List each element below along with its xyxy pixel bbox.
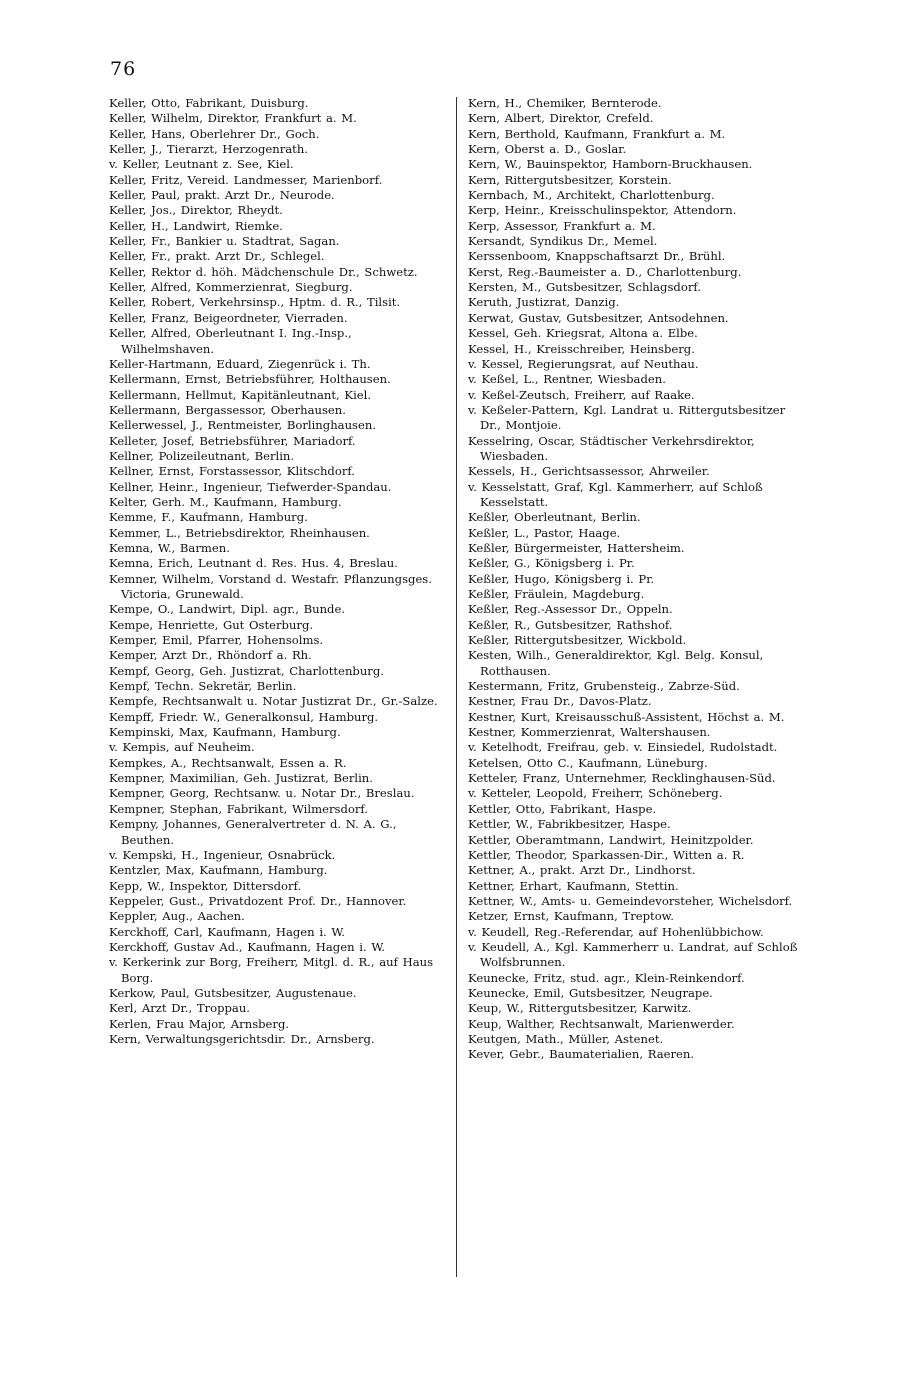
directory-entry: Kersten, M., Gutsbesitzer, Schlagsdorf. bbox=[468, 280, 701, 295]
directory-entry: Kettner, W., Amts- u. Gemeindevorsteher, Wichelsdorf. bbox=[468, 893, 793, 908]
directory-entry: Kessel, H., Kreisschreiber, Heinsberg. bbox=[468, 341, 695, 356]
directory-entry: Kerlen, Frau Major, Arnsberg. bbox=[109, 1016, 290, 1031]
directory-entry: Kemper, Arzt Dr., Rhöndorf a. Rh. bbox=[109, 648, 312, 663]
directory-entry: Kern, Oberst a. D., Goslar. bbox=[468, 142, 627, 157]
directory-entry: Keller, Paul, prakt. Arzt Dr., Neurode. bbox=[109, 188, 335, 203]
directory-entry: Kerckhoff, Gustav Ad., Kaufmann, Hagen i. W. bbox=[109, 939, 385, 954]
directory-entry: Kemper, Emil, Pfarrer, Hohensolms. bbox=[109, 633, 324, 648]
directory-entry: Keßler, G., Königsberg i. Pr. bbox=[468, 556, 635, 571]
directory-entry: Kempf, Techn. Sekretär, Berlin. bbox=[109, 679, 297, 694]
directory-entry: Keller, Hans, Oberlehrer Dr., Goch. bbox=[109, 126, 320, 141]
directory-entry: Kerl, Arzt Dr., Troppau. bbox=[109, 1001, 250, 1016]
directory-entry: Kern, W., Bauinspektor, Hamborn-Bruckhausen. bbox=[468, 157, 753, 172]
directory-entry: Kesten, Wilh., Generaldirektor, Kgl. Belg. Konsul, Rotthausen. bbox=[468, 648, 764, 678]
directory-entry: v. Keßel, L., Rentner, Wiesbaden. bbox=[468, 372, 666, 387]
directory-entry: Kern, Berthold, Kaufmann, Frankfurt a. M. bbox=[468, 126, 726, 141]
directory-entry: Kerst, Reg.-Baumeister a. D., Charlottenburg. bbox=[468, 264, 742, 279]
directory-entry: Kellerwessel, J., Rentmeister, Borlinghausen. bbox=[109, 418, 376, 433]
column-divider bbox=[456, 97, 457, 1277]
directory-entry: Keller, Rektor d. höh. Mädchenschule Dr., Schwetz. bbox=[109, 264, 418, 279]
directory-entry: Kemna, Erich, Leutnant d. Res. Hus. 4, Breslau. bbox=[109, 556, 398, 571]
directory-entry: Kempny, Johannes, Generalvertreter d. N. A. G., Beuthen. bbox=[109, 817, 397, 847]
directory-entry: Kempinski, Max, Kaufmann, Hamburg. bbox=[109, 725, 341, 740]
directory-entry: v. Ketteler, Leopold, Freiherr, Schöneberg. bbox=[468, 786, 723, 801]
directory-entry: v. Keßel-Zeutsch, Freiherr, auf Raake. bbox=[468, 387, 695, 402]
directory-entry: Kempf, Georg, Geh. Justizrat, Charlottenburg. bbox=[109, 663, 384, 678]
directory-entry: Keßler, Reg.-Assessor Dr., Oppeln. bbox=[468, 602, 673, 617]
directory-entry: Kessels, H., Gerichtsassessor, Ahrweiler. bbox=[468, 464, 710, 479]
directory-entry: Kellner, Ernst, Forstassessor, Klitschdorf. bbox=[109, 464, 355, 479]
directory-entry: Kempner, Georg, Rechtsanw. u. Notar Dr., Breslau. bbox=[109, 786, 415, 801]
directory-entry: Keller, Otto, Fabrikant, Duisburg. bbox=[109, 96, 309, 110]
directory-entry: v. Keudell, A., Kgl. Kammerherr u. Landrat, auf Schloß Wolfsbrunnen. bbox=[468, 939, 798, 970]
directory-entry: Kettler, Otto, Fabrikant, Haspe. bbox=[468, 801, 657, 816]
directory-entry: Kersandt, Syndikus Dr., Memel. bbox=[468, 234, 658, 249]
directory-entry: Keßler, Bürgermeister, Hattersheim. bbox=[468, 540, 685, 555]
directory-entry: Kettler, W., Fabrikbesitzer, Haspe. bbox=[468, 817, 671, 832]
directory-entry: Kempe, O., Landwirt, Dipl. agr., Bunde. bbox=[109, 602, 346, 617]
directory-entry: Keller, Fritz, Vereid. Landmesser, Marienborf. bbox=[109, 172, 383, 187]
directory-entry: v. Ketelhodt, Freifrau, geb. v. Einsiedel, Rudolstadt. bbox=[468, 740, 778, 755]
directory-entry: Kerp, Heinr., Kreisschulinspektor, Attendorn. bbox=[468, 203, 737, 218]
directory-entry: Keßler, Oberleutnant, Berlin. bbox=[468, 510, 641, 525]
directory-entry: Kellermann, Ernst, Betriebsführer, Holthausen. bbox=[109, 372, 391, 387]
directory-entry: Kellner, Heinr., Ingenieur, Tiefwerder-Spandau. bbox=[109, 479, 392, 494]
directory-entry: Kerckhoff, Carl, Kaufmann, Hagen i. W. bbox=[109, 924, 345, 939]
directory-entry: Kerkow, Paul, Gutsbesitzer, Augustenaue. bbox=[109, 985, 357, 1000]
directory-entry: Kempner, Maximilian, Geh. Justizrat, Berlin. bbox=[109, 771, 373, 786]
directory-entry: Keller, Alfred, Oberleutnant I. Ing.-Insp., Wilhelmshaven. bbox=[109, 326, 352, 356]
directory-entry: Keßler, Fräulein, Magdeburg. bbox=[468, 587, 645, 601]
directory-entry: Keller, Robert, Verkehrsinsp., Hptm. d. R., Tilsit. bbox=[109, 295, 401, 310]
directory-entry: Kestner, Frau Dr., Davos-Platz. bbox=[468, 694, 652, 709]
directory-entry: Kerp, Assessor, Frankfurt a. M. bbox=[468, 218, 656, 233]
directory-entry: Kellermann, Hellmut, Kapitänleutnant, Kiel. bbox=[109, 387, 372, 402]
directory-entry: Kempfe, Rechtsanwalt u. Notar Justizrat Dr., Gr.-Salze. bbox=[109, 694, 438, 709]
directory-entry: Kernbach, M., Architekt, Charlottenburg. bbox=[468, 188, 715, 203]
directory-entry: v. Kempis, auf Neuheim. bbox=[109, 740, 255, 755]
directory-entry: Keunecke, Fritz, stud. agr., Klein-Reinkendorf. bbox=[468, 970, 745, 985]
directory-entry: Kestermann, Fritz, Grubensteig., Zabrze-Süd. bbox=[468, 679, 740, 694]
directory-entry: v. Kempski, H., Ingenieur, Osnabrück. bbox=[109, 847, 336, 862]
directory-entry: Keup, W., Rittergutsbesitzer, Karwitz. bbox=[468, 1001, 692, 1016]
directory-entry: Kessel, Geh. Kriegsrat, Altona a. Elbe. bbox=[468, 326, 698, 341]
directory-entry: Kettner, A., prakt. Arzt Dr., Lindhorst. bbox=[468, 863, 696, 878]
directory-entry: Kepp, W., Inspektor, Dittersdorf. bbox=[109, 878, 302, 893]
directory-entry: Kettler, Theodor, Sparkassen-Dir., Witten a. R. bbox=[468, 847, 745, 862]
directory-entry: Keller-Hartmann, Eduard, Ziegenrück i. Th. bbox=[109, 356, 371, 371]
directory-entry: Kesselring, Oscar, Städtischer Verkehrsdirektor, Wiesbaden. bbox=[468, 433, 755, 463]
directory-entry: Kestner, Kurt, Kreisausschuß-Assistent, Höchst a. M. bbox=[468, 709, 785, 724]
directory-entry: Kempkes, A., Rechtsanwalt, Essen a. R. bbox=[109, 755, 347, 770]
directory-entry: Keller, J., Tierarzt, Herzogenrath. bbox=[109, 142, 308, 157]
directory-entry: Kemner, Wilhelm, Vorstand d. Westafr. Pflanzungsges. Victoria, Grunewald. bbox=[109, 571, 432, 601]
directory-entry: Ketzer, Ernst, Kaufmann, Treptow. bbox=[468, 909, 674, 924]
directory-entry: Kemna, W., Barmen. bbox=[109, 540, 230, 555]
directory-entry: Kellner, Polizeileutnant, Berlin. bbox=[109, 448, 295, 463]
directory-entry: Keunecke, Emil, Gutsbesitzer, Neugrape. bbox=[468, 985, 713, 1000]
directory-entry: Keppeler, Gust., Privatdozent Prof. Dr., Hannover. bbox=[109, 893, 407, 908]
directory-entry: Kestner, Kommerzienrat, Waltershausen. bbox=[468, 725, 711, 740]
directory-entry: Keller, Fr., prakt. Arzt Dr., Schlegel. bbox=[109, 249, 325, 264]
directory-entry: Keller, Fr., Bankier u. Stadtrat, Sagan. bbox=[109, 234, 340, 249]
directory-entry: Kerssenboom, Knappschaftsarzt Dr., Brühl. bbox=[468, 249, 726, 264]
directory-entry: v. Kerkerink zur Borg, Freiherr, Mitgl. d. R., auf Haus Borg. bbox=[109, 955, 434, 985]
directory-entry: v. Keßeler-Pattern, Kgl. Landrat u. Rittergutsbesitzer Dr., Montjoie. bbox=[468, 402, 786, 433]
directory-entry: Keßler, Rittergutsbesitzer, Wickbold. bbox=[468, 633, 687, 648]
directory-entry: Keßler, Hugo, Königsberg i. Pr. bbox=[468, 571, 655, 586]
directory-entry: Kemmer, L., Betriebsdirektor, Rheinhausen. bbox=[109, 525, 370, 540]
directory-entry: Kerwat, Gustav, Gutsbesitzer, Antsodehnen. bbox=[468, 310, 729, 325]
directory-entry: Kempff, Friedr. W., Generalkonsul, Hamburg. bbox=[109, 709, 379, 724]
directory-entry: Keller, Alfred, Kommerzienrat, Siegburg. bbox=[109, 280, 353, 295]
directory-entry: Kern, Albert, Direktor, Crefeld. bbox=[468, 111, 654, 126]
directory-entry: Keller, Wilhelm, Direktor, Frankfurt a. M. bbox=[109, 111, 357, 126]
directory-entry: Kever, Gebr., Baumaterialien, Raeren. bbox=[468, 1047, 695, 1062]
right-column bbox=[468, 96, 808, 1063]
directory-entry: Kempe, Henriette, Gut Osterburg. bbox=[109, 617, 314, 632]
page-number: 76 bbox=[110, 58, 137, 80]
directory-entry: Kellermann, Bergassessor, Oberhausen. bbox=[109, 402, 346, 417]
directory-entry: Kemme, F., Kaufmann, Hamburg. bbox=[109, 510, 308, 525]
directory-entry: Keutgen, Math., Müller, Astenet. bbox=[468, 1031, 664, 1046]
directory-entry: Keruth, Justizrat, Danzig. bbox=[468, 295, 620, 310]
directory-entry: Keller, Jos., Direktor, Rheydt. bbox=[109, 203, 283, 218]
directory-entry: Keppler, Aug., Aachen. bbox=[109, 909, 245, 924]
directory-entry: v. Kessel, Regierungsrat, auf Neuthau. bbox=[468, 356, 699, 371]
directory-entry: Ketelsen, Otto C., Kaufmann, Lüneburg. bbox=[468, 755, 708, 770]
directory-entry: Keller, Franz, Beigeordneter, Vierraden. bbox=[109, 310, 348, 325]
directory-entry: Kelter, Gerh. M., Kaufmann, Hamburg. bbox=[109, 494, 342, 509]
left-column bbox=[109, 96, 449, 1047]
directory-entry: Kern, H., Chemiker, Bernterode. bbox=[468, 96, 662, 110]
directory-entry: Ketteler, Franz, Unternehmer, Recklinghausen-Süd. bbox=[468, 771, 776, 786]
directory-entry: v. Keller, Leutnant z. See, Kiel. bbox=[109, 157, 294, 172]
directory-entry: v. Keudell, Reg.-Referendar, auf Hohenlübbichow. bbox=[468, 924, 764, 939]
directory-entry: Kentzler, Max, Kaufmann, Hamburg. bbox=[109, 863, 328, 878]
directory-entry: Kettler, Oberamtmann, Landwirt, Heinitzpolder. bbox=[468, 832, 754, 847]
directory-entry: v. Kesselstatt, Graf, Kgl. Kammerherr, auf Schloß Kesselstatt. bbox=[468, 479, 763, 509]
directory-entry: Kern, Verwaltungsgerichtsdir. Dr., Arnsberg. bbox=[109, 1031, 375, 1046]
directory-entry: Kelleter, Josef, Betriebsführer, Mariadorf. bbox=[109, 433, 356, 448]
directory-entry: Keup, Walther, Rechtsanwalt, Marienwerder. bbox=[468, 1016, 735, 1031]
directory-entry: Keller, H., Landwirt, Riemke. bbox=[109, 218, 283, 233]
directory-entry: Kern, Rittergutsbesitzer, Korstein. bbox=[468, 172, 672, 187]
directory-entry: Keßler, R., Gutsbesitzer, Rathshof. bbox=[468, 617, 673, 632]
directory-entry: Keßler, L., Pastor, Haage. bbox=[468, 525, 621, 540]
directory-entry: Kettner, Erhart, Kaufmann, Stettin. bbox=[468, 878, 679, 893]
directory-entry: Kempner, Stephan, Fabrikant, Wilmersdorf. bbox=[109, 801, 368, 816]
